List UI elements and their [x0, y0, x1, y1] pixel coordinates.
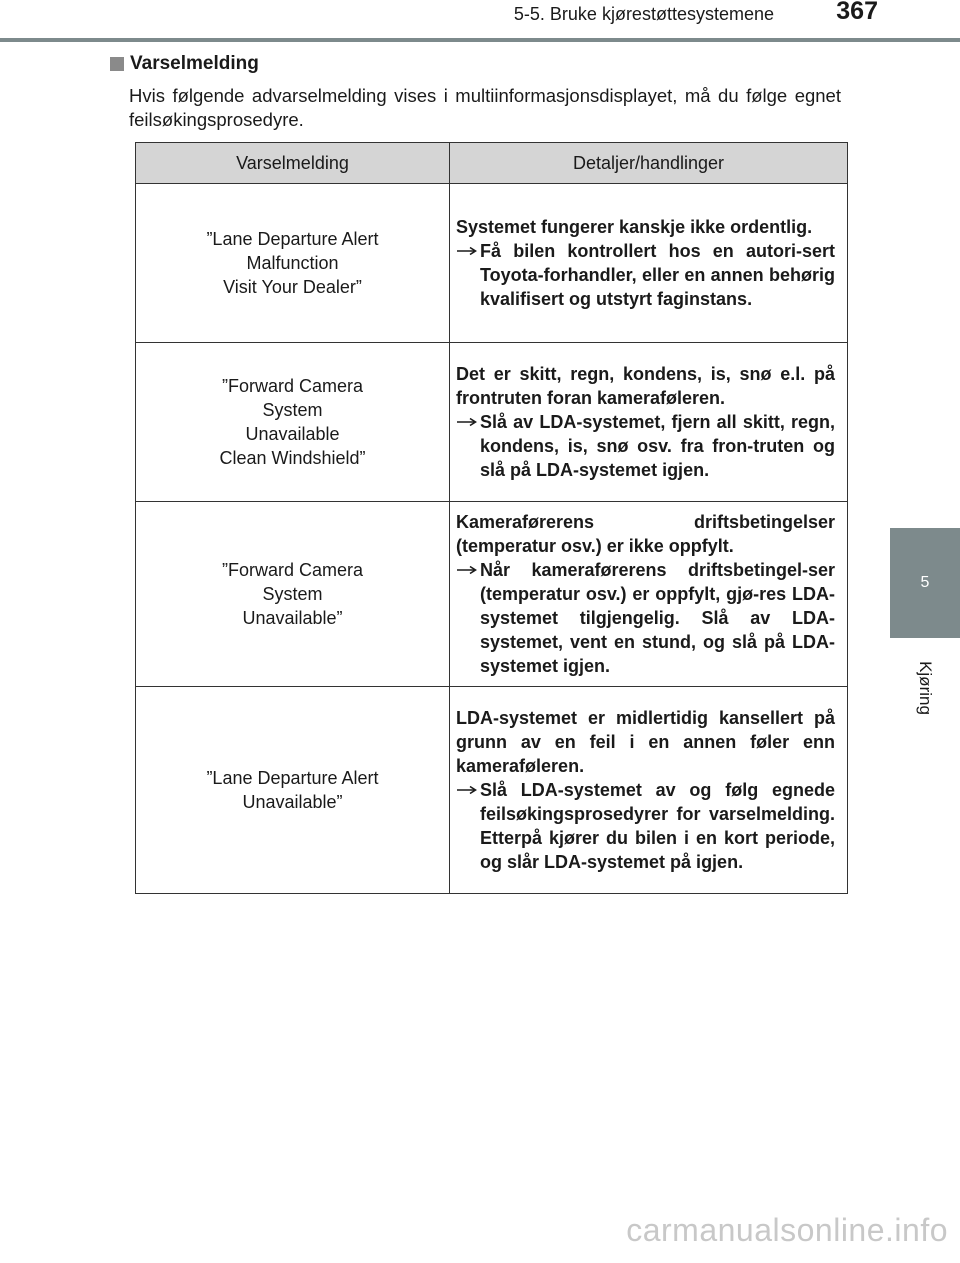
action-item — [456, 778, 835, 874]
warning-message-table — [135, 142, 848, 894]
action-text: Slå av LDA-systemet, fjern all skitt, regn, kondens, is, snø osv. fra fron-truten og slå på LDA-systemet igjen. — [480, 412, 835, 480]
intro-paragraph: Hvis følgende advarselmelding vises i multiinformasjonsdisplayet, må du følge egnet feilsøkingsprosedyre. — [129, 85, 841, 130]
arrow-right-icon — [456, 778, 480, 802]
table-row — [136, 502, 848, 687]
message-cell — [136, 687, 450, 894]
message-line: Unavailable — [245, 424, 340, 444]
action-item — [456, 558, 835, 678]
column-header-details: Detaljer/handlinger — [450, 143, 848, 184]
chapter-tab — [890, 528, 960, 638]
message-cell — [136, 184, 450, 343]
table-row — [136, 184, 848, 343]
message-cell — [136, 502, 450, 687]
detail-cell — [450, 184, 848, 343]
page-header — [0, 0, 960, 44]
chapter-label-box — [893, 648, 957, 728]
table-row — [136, 343, 848, 502]
table-header-row — [136, 143, 848, 184]
action-text: Når kameraførerens driftsbetingel-ser (temperatur osv.) er oppfylt, gjø-res LDA-systemet tilgjengelig. Slå av LDA-systemet, vent en stund, og slå på LDA-systemet igjen. — [480, 560, 835, 676]
action-item — [456, 410, 835, 482]
section-title: 5-5. Bruke kjørestøttesystemene — [513, 4, 774, 24]
action-text: Få bilen kontrollert hos en autori-sert Toyota-forhandler, eller en annen behørig kvalifisert og utstyrt faginstans. — [480, 241, 835, 309]
message-line: ”Forward Camera — [221, 376, 364, 396]
message-line: System — [262, 584, 323, 604]
message-line: System — [262, 400, 323, 420]
header-rule — [0, 38, 960, 42]
detail-text: Systemet fungerer kanskje ikke ordentlig. — [456, 217, 813, 237]
message-line: ”Lane Departure Alert — [206, 768, 379, 788]
chapter-number: 5 — [920, 574, 930, 591]
detail-text: Det er skitt, regn, kondens, is, snø e.l. på frontruten foran kameraføleren. — [456, 364, 835, 408]
page-number: 367 — [836, 0, 878, 25]
detail-cell — [450, 687, 848, 894]
message-cell — [136, 343, 450, 502]
arrow-right-icon — [456, 410, 480, 434]
detail-cell — [450, 502, 848, 687]
message-line: Unavailable” — [242, 792, 343, 812]
message-line: Malfunction — [246, 253, 339, 273]
message-line: Clean Windshield” — [219, 448, 366, 468]
action-text: Slå LDA-systemet av og følg egnede feilsøkingsprosedyrer for varselmelding. Etterpå kjører du bilen i en kort periode, og slår LDA-systemet på igjen. — [480, 780, 835, 872]
watermark: carmanualsonline.info — [626, 1212, 948, 1248]
table-row — [136, 687, 848, 894]
detail-cell — [450, 343, 848, 502]
arrow-right-icon — [456, 558, 480, 582]
detail-text: LDA-systemet er midlertidig kansellert på grunn av en feil i en annen føler enn kameraføleren. — [456, 708, 835, 776]
message-line: ”Forward Camera — [221, 560, 364, 580]
arrow-right-icon — [456, 239, 480, 263]
column-header-message: Varselmelding — [136, 143, 450, 184]
chapter-label: Kjøring — [916, 661, 935, 715]
square-bullet-icon — [110, 57, 124, 71]
message-line: Visit Your Dealer” — [223, 277, 362, 297]
section-heading — [110, 53, 259, 75]
message-line: Unavailable” — [242, 608, 343, 628]
detail-text: Kameraførerens driftsbetingelser (temperatur osv.) er ikke oppfylt. — [456, 512, 835, 556]
action-item — [456, 239, 835, 311]
message-line: ”Lane Departure Alert — [206, 229, 379, 249]
heading-text: Varselmelding — [130, 53, 259, 74]
